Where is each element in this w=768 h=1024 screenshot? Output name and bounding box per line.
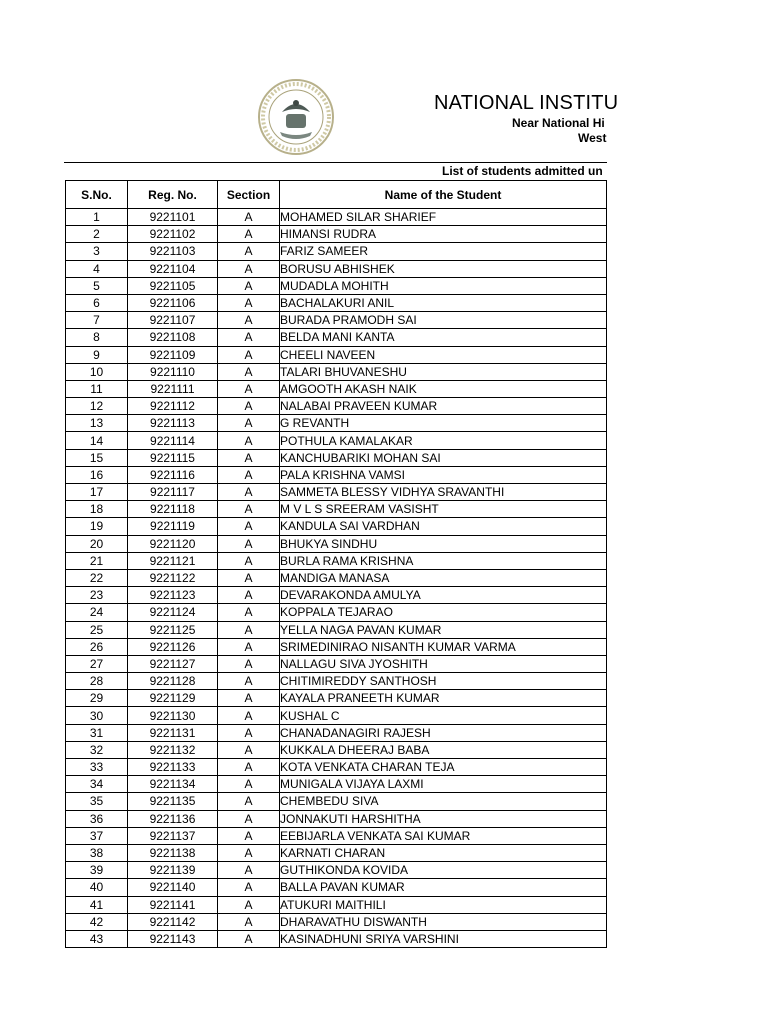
row-reg-no: 9221111 <box>128 380 218 397</box>
institute-seal-logo <box>256 78 336 156</box>
row-reg-no: 9221130 <box>128 707 218 724</box>
row-sno: 17 <box>66 484 128 501</box>
row-section: A <box>218 552 280 569</box>
table-row <box>66 690 607 707</box>
row-student-name: BALLA PAVAN KUMAR <box>280 879 607 896</box>
table-row <box>66 398 607 415</box>
row-section: A <box>218 466 280 483</box>
row-section: A <box>218 741 280 758</box>
row-student-name: KOTA VENKATA CHARAN TEJA <box>280 759 607 776</box>
table-row <box>66 879 607 896</box>
row-reg-no: 9221129 <box>128 690 218 707</box>
row-sno: 1 <box>66 209 128 226</box>
row-reg-no: 9221120 <box>128 535 218 552</box>
column-header-reg-no: Reg. No. <box>128 181 218 209</box>
row-student-name: MUNIGALA VIJAYA LAXMI <box>280 776 607 793</box>
row-reg-no: 9221141 <box>128 896 218 913</box>
row-section: A <box>218 690 280 707</box>
row-student-name: KUKKALA DHEERAJ BABA <box>280 741 607 758</box>
row-reg-no: 9221142 <box>128 913 218 930</box>
row-sno: 12 <box>66 398 128 415</box>
row-section: A <box>218 827 280 844</box>
row-reg-no: 9221140 <box>128 879 218 896</box>
row-sno: 34 <box>66 776 128 793</box>
row-sno: 23 <box>66 587 128 604</box>
row-section: A <box>218 484 280 501</box>
row-section: A <box>218 759 280 776</box>
table-body <box>66 209 607 948</box>
row-reg-no: 9221117 <box>128 484 218 501</box>
row-sno: 27 <box>66 655 128 672</box>
table-row <box>66 638 607 655</box>
row-sno: 25 <box>66 621 128 638</box>
row-student-name: CHITIMIREDDY SANTHOSH <box>280 673 607 690</box>
row-reg-no: 9221126 <box>128 638 218 655</box>
row-sno: 33 <box>66 759 128 776</box>
row-reg-no: 9221143 <box>128 930 218 947</box>
row-reg-no: 9221127 <box>128 655 218 672</box>
row-reg-no: 9221138 <box>128 844 218 861</box>
row-reg-no: 9221121 <box>128 552 218 569</box>
row-sno: 6 <box>66 294 128 311</box>
table-row <box>66 226 607 243</box>
row-section: A <box>218 209 280 226</box>
table-row <box>66 312 607 329</box>
table-row <box>66 294 607 311</box>
row-reg-no: 9221113 <box>128 415 218 432</box>
table-row <box>66 346 607 363</box>
row-sno: 21 <box>66 552 128 569</box>
row-reg-no: 9221106 <box>128 294 218 311</box>
row-sno: 3 <box>66 243 128 260</box>
row-sno: 42 <box>66 913 128 930</box>
row-sno: 10 <box>66 363 128 380</box>
row-student-name: DHARAVATHU DISWANTH <box>280 913 607 930</box>
row-student-name: MUDADLA MOHITH <box>280 277 607 294</box>
row-section: A <box>218 518 280 535</box>
row-reg-no: 9221101 <box>128 209 218 226</box>
row-student-name: CHEMBEDU SIVA <box>280 793 607 810</box>
row-sno: 15 <box>66 449 128 466</box>
row-reg-no: 9221133 <box>128 759 218 776</box>
table-row <box>66 673 607 690</box>
row-student-name: BHUKYA SINDHU <box>280 535 607 552</box>
row-sno: 13 <box>66 415 128 432</box>
row-sno: 26 <box>66 638 128 655</box>
row-reg-no: 9221139 <box>128 862 218 879</box>
table-row <box>66 380 607 397</box>
row-sno: 36 <box>66 810 128 827</box>
table-row <box>66 827 607 844</box>
table-row <box>66 604 607 621</box>
row-section: A <box>218 415 280 432</box>
table-row <box>66 415 607 432</box>
row-section: A <box>218 535 280 552</box>
row-student-name: NALABAI PRAVEEN KUMAR <box>280 398 607 415</box>
row-student-name: CHANADANAGIRI RAJESH <box>280 724 607 741</box>
row-sno: 19 <box>66 518 128 535</box>
row-reg-no: 9221103 <box>128 243 218 260</box>
table-row <box>66 759 607 776</box>
table-row <box>66 587 607 604</box>
row-student-name: G REVANTH <box>280 415 607 432</box>
row-sno: 4 <box>66 260 128 277</box>
row-reg-no: 9221107 <box>128 312 218 329</box>
row-sno: 9 <box>66 346 128 363</box>
row-section: A <box>218 604 280 621</box>
row-student-name: BORUSU ABHISHEK <box>280 260 607 277</box>
row-student-name: DEVARAKONDA AMULYA <box>280 587 607 604</box>
row-student-name: BURADA PRAMODH SAI <box>280 312 607 329</box>
row-student-name: ATUKURI MAITHILI <box>280 896 607 913</box>
table-row <box>66 724 607 741</box>
row-section: A <box>218 896 280 913</box>
row-sno: 32 <box>66 741 128 758</box>
row-section: A <box>218 793 280 810</box>
row-sno: 18 <box>66 501 128 518</box>
row-sno: 24 <box>66 604 128 621</box>
column-header-sno: S.No. <box>66 181 128 209</box>
row-section: A <box>218 638 280 655</box>
list-title: List of students admitted un <box>442 164 603 178</box>
row-student-name: AMGOOTH AKASH NAIK <box>280 380 607 397</box>
table-row <box>66 329 607 346</box>
row-sno: 30 <box>66 707 128 724</box>
row-sno: 40 <box>66 879 128 896</box>
row-student-name: M V L S SREERAM VASISHT <box>280 501 607 518</box>
row-section: A <box>218 930 280 947</box>
row-section: A <box>218 243 280 260</box>
row-reg-no: 9221128 <box>128 673 218 690</box>
table-row <box>66 501 607 518</box>
row-section: A <box>218 432 280 449</box>
table-row <box>66 569 607 586</box>
table-row <box>66 862 607 879</box>
row-sno: 16 <box>66 466 128 483</box>
table-row <box>66 209 607 226</box>
row-student-name: KARNATI CHARAN <box>280 844 607 861</box>
table-row <box>66 260 607 277</box>
column-header-student-name: Name of the Student <box>280 181 607 209</box>
row-reg-no: 9221115 <box>128 449 218 466</box>
row-sno: 20 <box>66 535 128 552</box>
row-reg-no: 9221125 <box>128 621 218 638</box>
row-student-name: PALA KRISHNA VAMSI <box>280 466 607 483</box>
row-reg-no: 9221119 <box>128 518 218 535</box>
table-row <box>66 810 607 827</box>
row-sno: 11 <box>66 380 128 397</box>
table-row <box>66 896 607 913</box>
address-line-1: Near National Hi <box>512 116 605 130</box>
row-reg-no: 9221104 <box>128 260 218 277</box>
row-student-name: YELLA NAGA PAVAN KUMAR <box>280 621 607 638</box>
row-reg-no: 9221131 <box>128 724 218 741</box>
row-section: A <box>218 501 280 518</box>
column-header-section: Section <box>218 181 280 209</box>
row-reg-no: 9221118 <box>128 501 218 518</box>
table-row <box>66 793 607 810</box>
row-section: A <box>218 398 280 415</box>
row-sno: 14 <box>66 432 128 449</box>
row-student-name: HIMANSI RUDRA <box>280 226 607 243</box>
header-divider <box>64 162 607 163</box>
row-section: A <box>218 363 280 380</box>
row-student-name: FARIZ SAMEER <box>280 243 607 260</box>
table-row <box>66 466 607 483</box>
row-sno: 43 <box>66 930 128 947</box>
row-section: A <box>218 724 280 741</box>
row-sno: 2 <box>66 226 128 243</box>
row-section: A <box>218 329 280 346</box>
row-section: A <box>218 655 280 672</box>
row-sno: 31 <box>66 724 128 741</box>
row-section: A <box>218 312 280 329</box>
row-section: A <box>218 380 280 397</box>
row-student-name: NALLAGU SIVA JYOSHITH <box>280 655 607 672</box>
table-row <box>66 552 607 569</box>
row-student-name: MANDIGA MANASA <box>280 569 607 586</box>
row-sno: 35 <box>66 793 128 810</box>
row-student-name: BURLA RAMA KRISHNA <box>280 552 607 569</box>
row-student-name: MOHAMED SILAR SHARIEF <box>280 209 607 226</box>
row-reg-no: 9221134 <box>128 776 218 793</box>
row-sno: 29 <box>66 690 128 707</box>
table-row <box>66 655 607 672</box>
row-student-name: EEBIJARLA VENKATA SAI KUMAR <box>280 827 607 844</box>
row-student-name: KAYALA PRANEETH KUMAR <box>280 690 607 707</box>
row-student-name: KASINADHUNI SRIYA VARSHINI <box>280 930 607 947</box>
row-student-name: JONNAKUTI HARSHITHA <box>280 810 607 827</box>
table-row <box>66 363 607 380</box>
table-row <box>66 432 607 449</box>
row-section: A <box>218 260 280 277</box>
row-student-name: KUSHAL C <box>280 707 607 724</box>
row-section: A <box>218 226 280 243</box>
row-reg-no: 9221116 <box>128 466 218 483</box>
row-student-name: KANDULA SAI VARDHAN <box>280 518 607 535</box>
row-section: A <box>218 862 280 879</box>
row-section: A <box>218 449 280 466</box>
row-sno: 5 <box>66 277 128 294</box>
row-sno: 39 <box>66 862 128 879</box>
table-row <box>66 449 607 466</box>
table-row <box>66 844 607 861</box>
row-reg-no: 9221105 <box>128 277 218 294</box>
row-section: A <box>218 707 280 724</box>
table-row <box>66 707 607 724</box>
table-row <box>66 776 607 793</box>
table-row <box>66 484 607 501</box>
row-reg-no: 9221102 <box>128 226 218 243</box>
table-row <box>66 741 607 758</box>
row-section: A <box>218 277 280 294</box>
row-reg-no: 9221110 <box>128 363 218 380</box>
row-student-name: GUTHIKONDA KOVIDA <box>280 862 607 879</box>
row-reg-no: 9221132 <box>128 741 218 758</box>
row-section: A <box>218 569 280 586</box>
table-header-row <box>66 181 607 209</box>
row-sno: 22 <box>66 569 128 586</box>
row-reg-no: 9221136 <box>128 810 218 827</box>
row-reg-no: 9221135 <box>128 793 218 810</box>
students-table <box>65 180 607 948</box>
row-reg-no: 9221123 <box>128 587 218 604</box>
row-reg-no: 9221124 <box>128 604 218 621</box>
row-reg-no: 9221137 <box>128 827 218 844</box>
row-section: A <box>218 346 280 363</box>
row-section: A <box>218 879 280 896</box>
row-student-name: POTHULA KAMALAKAR <box>280 432 607 449</box>
row-student-name: SAMMETA BLESSY VIDHYA SRAVANTHI <box>280 484 607 501</box>
row-student-name: BELDA MANI KANTA <box>280 329 607 346</box>
row-student-name: BACHALAKURI ANIL <box>280 294 607 311</box>
table-row <box>66 621 607 638</box>
row-reg-no: 9221108 <box>128 329 218 346</box>
row-sno: 7 <box>66 312 128 329</box>
address-line-2: West <box>578 131 607 145</box>
row-sno: 38 <box>66 844 128 861</box>
row-section: A <box>218 844 280 861</box>
table-row <box>66 518 607 535</box>
table-row <box>66 243 607 260</box>
row-student-name: TALARI BHUVANESHU <box>280 363 607 380</box>
row-section: A <box>218 776 280 793</box>
row-reg-no: 9221112 <box>128 398 218 415</box>
row-section: A <box>218 913 280 930</box>
row-sno: 37 <box>66 827 128 844</box>
row-sno: 41 <box>66 896 128 913</box>
institute-name: NATIONAL INSTITU <box>434 92 619 114</box>
row-sno: 28 <box>66 673 128 690</box>
row-reg-no: 9221122 <box>128 569 218 586</box>
table-row <box>66 913 607 930</box>
row-student-name: KOPPALA TEJARAO <box>280 604 607 621</box>
row-student-name: CHEELI NAVEEN <box>280 346 607 363</box>
row-section: A <box>218 294 280 311</box>
row-section: A <box>218 673 280 690</box>
row-section: A <box>218 810 280 827</box>
table-row <box>66 930 607 947</box>
row-section: A <box>218 587 280 604</box>
row-section: A <box>218 621 280 638</box>
table-row <box>66 535 607 552</box>
row-student-name: SRIMEDINIRAO NISANTH KUMAR VARMA <box>280 638 607 655</box>
row-sno: 8 <box>66 329 128 346</box>
row-student-name: KANCHUBARIKI MOHAN SAI <box>280 449 607 466</box>
row-reg-no: 9221109 <box>128 346 218 363</box>
row-reg-no: 9221114 <box>128 432 218 449</box>
table-row <box>66 277 607 294</box>
